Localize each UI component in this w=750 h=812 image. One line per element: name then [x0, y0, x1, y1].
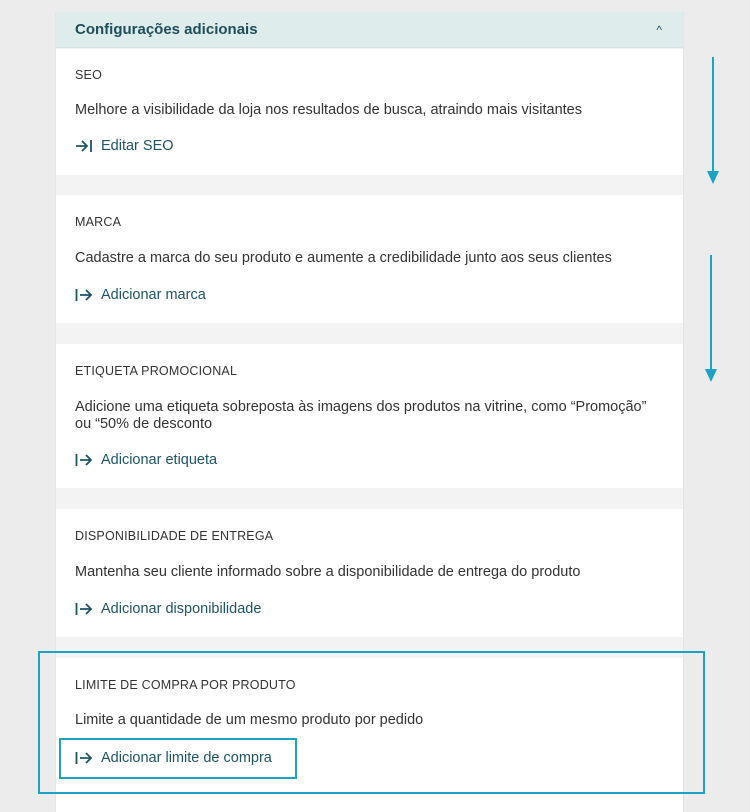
section-description-seo: Melhore a visibilidade da loja nos resultados de busca, atraindo mais visitantes	[75, 102, 582, 118]
section-etiqueta	[56, 344, 683, 488]
section-description-entrega: Mantenha seu cliente informado sobre a disponibilidade de entrega do produto	[75, 564, 581, 580]
section-description-marca: Cadastre a marca do seu produto e aumente a credibilidade junto aos seus clientes	[75, 250, 612, 266]
bar-arrow-icon	[75, 288, 93, 302]
add-purchase-limit-label: Adicionar limite de compra	[101, 750, 272, 766]
chevron-up-icon[interactable]: ^	[656, 22, 662, 37]
panel-title: Configurações adicionais	[75, 21, 258, 38]
section-description-limite: Limite a quantidade de um mesmo produto por pedido	[75, 712, 424, 728]
section-label-etiqueta: ETIQUETA PROMOCIONAL	[75, 364, 238, 378]
panel-header[interactable]	[56, 12, 683, 48]
section-seo	[56, 49, 683, 175]
add-brand-label: Adicionar marca	[101, 287, 206, 303]
add-availability-button[interactable]	[75, 601, 261, 617]
add-availability-label: Adicionar disponibilidade	[101, 601, 262, 617]
edit-seo-label: Editar SEO	[101, 138, 174, 154]
section-label-entrega: DISPONIBILIDADE DE ENTREGA	[75, 529, 274, 543]
arrow-to-bar-icon	[75, 139, 93, 153]
section-entrega	[56, 509, 683, 637]
section-label-seo: SEO	[75, 68, 102, 82]
scroll-down-arrow-icon	[705, 57, 721, 187]
section-label-limite: LIMITE DE COMPRA POR PRODUTO	[75, 678, 296, 692]
highlight-box-button	[59, 738, 297, 779]
section-label-marca: MARCA	[75, 215, 122, 229]
section-marca	[56, 195, 683, 323]
section-description-etiqueta-line2: ou “50% de desconto	[75, 416, 213, 432]
bar-arrow-icon	[75, 453, 93, 467]
add-tag-label: Adicionar etiqueta	[101, 452, 218, 468]
edit-seo-button[interactable]	[75, 138, 174, 154]
scroll-down-arrow-icon	[703, 255, 719, 385]
bar-arrow-icon	[75, 602, 93, 616]
add-tag-button[interactable]	[75, 452, 217, 468]
add-brand-button[interactable]	[75, 287, 206, 303]
section-description-etiqueta-line1: Adicione uma etiqueta sobreposta às imagens dos produtos na vitrine, como “Promoção”	[75, 399, 647, 415]
